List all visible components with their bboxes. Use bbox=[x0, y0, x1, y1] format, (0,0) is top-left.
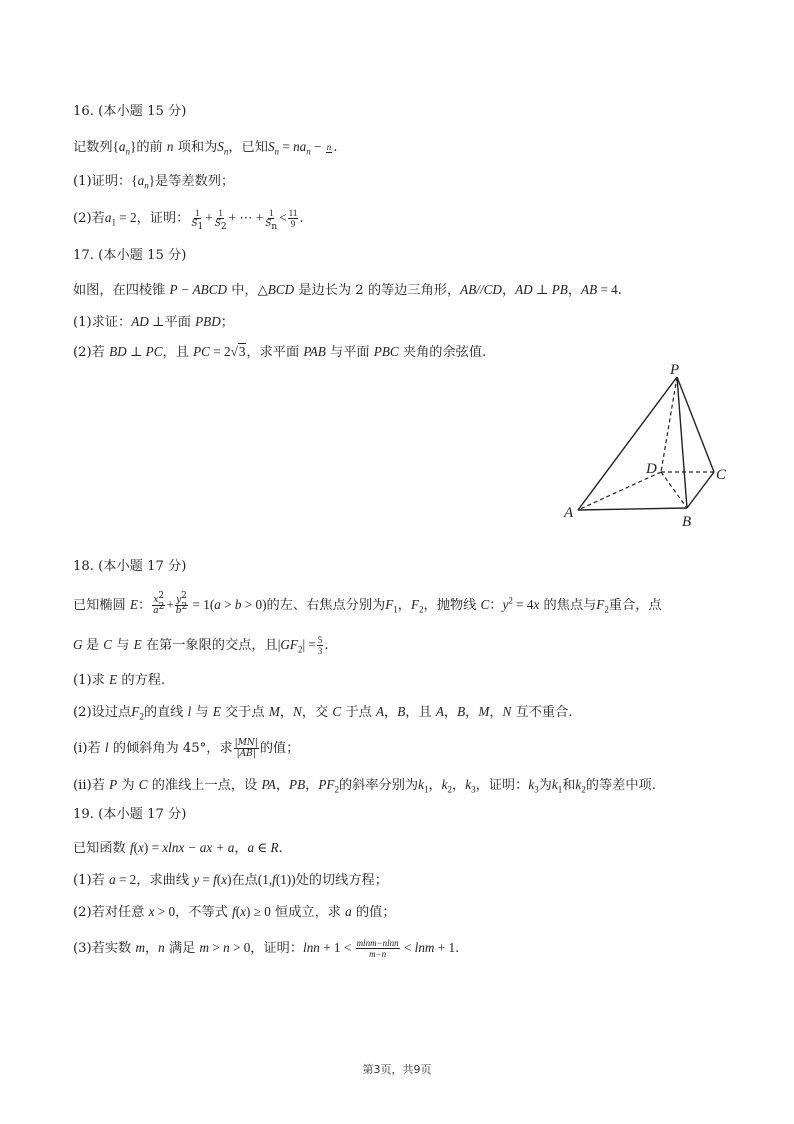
label-b: B bbox=[682, 514, 692, 530]
q16-part1: (1)证明：$\{a_n\}$是等差数列； bbox=[73, 173, 235, 191]
q18-stem-line2: G 是 C 与 E 在第一象限的交点，且$|GF_2|$ = $\frac{5}{3}$ . bbox=[73, 635, 329, 656]
q18-part2-i: (ⅰ)若 l 的倾斜角为 45°，求 $\frac{|MN|}{|AB|}$ 的值； bbox=[73, 738, 300, 759]
edge-bc bbox=[687, 472, 714, 508]
pyramid-figure bbox=[560, 360, 740, 530]
label-a: A bbox=[564, 505, 574, 521]
q18-part2-ii: (ⅱ)若 P 为 C 的准线上一点，设 PA，PB，$PF_2$的斜率分别为$k_1$，$k_2$，$k_3$，证明：$k_3$为$k_1$和$k_2$的等差中项. bbox=[73, 777, 656, 795]
edge-ad bbox=[578, 472, 661, 510]
q18-part1: (1)求 E 的方程. bbox=[73, 672, 166, 688]
edge-pd bbox=[661, 377, 677, 472]
q16-part2: (2)若$a_1 = 2$，证明： $\frac{1}{S_1}$ + $\frac{1}{S_2}$ + ⋯ + $\frac{1}{S_n}$ < $\frac{11}{9}$ . bbox=[73, 208, 304, 232]
q18-part2: (2)设过点$F_2$的直线 l 与 E 交于点 M，N，交 C 于点 A，B，且 A，B，M，N 互不重合. bbox=[73, 704, 573, 722]
q19-header: 19. (本小题 17 分) bbox=[73, 807, 187, 822]
q19-part1: (1)若 a = 2，求曲线 y = f(x)在点(1,f(1))处的切线方程； bbox=[73, 872, 388, 888]
q18-stem-line1: 已知椭圆 E： $\frac{x^2}{a^2}$ + $\frac{y^2}{b^2}$ = 1(a > b > 0)的左、右焦点分别为$F_1$，$F_2$，抛物线 C：$y^2 = 4x$ 的焦点与$F_2$重合，点 bbox=[73, 591, 662, 616]
q17-stem: 如图，在四棱锥 P − ABCD 中，△BCD 是边长为 2 的等边三角形，AB//CD，AD ⊥ PB，AB = 4. bbox=[73, 282, 622, 298]
edge-db bbox=[661, 472, 687, 508]
q17-part1: (1)求证：AD ⊥平面 PBD； bbox=[73, 314, 234, 330]
q19-stem: 已知函数 f(x) = xlnx − ax + a，a ∈ R. bbox=[73, 840, 283, 856]
label-p: P bbox=[670, 362, 680, 378]
edge-ab bbox=[578, 508, 687, 510]
q19-part2: (2)若对任意 x > 0，不等式 f(x) ≥ 0 恒成立，求 a 的值； bbox=[73, 904, 396, 920]
q16-stem: 记数列$\{a_n\}$的前 n 项和为$S_n$，已知$S_n = na_n$ − n . bbox=[73, 139, 338, 157]
edge-pb bbox=[677, 377, 687, 508]
q19-part3: (3)若实数 m，n 满足 m > n > 0，证明：lnn + 1 < $\frac{mlnm-nlnn}{m-n}$ < lnm + 1. bbox=[73, 938, 460, 959]
label-c: C bbox=[716, 467, 727, 483]
page-footer: 第3页，共9页 bbox=[362, 1063, 432, 1076]
q17-part2: (2)若 BD ⊥ PC，且 PC = 2√3，求平面 PAB 与平面 PBC 夹角的余弦值. bbox=[73, 344, 487, 360]
q17-header: 17. (本小题 15 分) bbox=[73, 248, 187, 263]
q16-header: 16. (本小题 15 分) bbox=[73, 104, 187, 119]
edge-pa bbox=[578, 377, 677, 510]
label-d: D bbox=[646, 461, 657, 477]
q18-header: 18. (本小题 17 分) bbox=[73, 559, 187, 574]
